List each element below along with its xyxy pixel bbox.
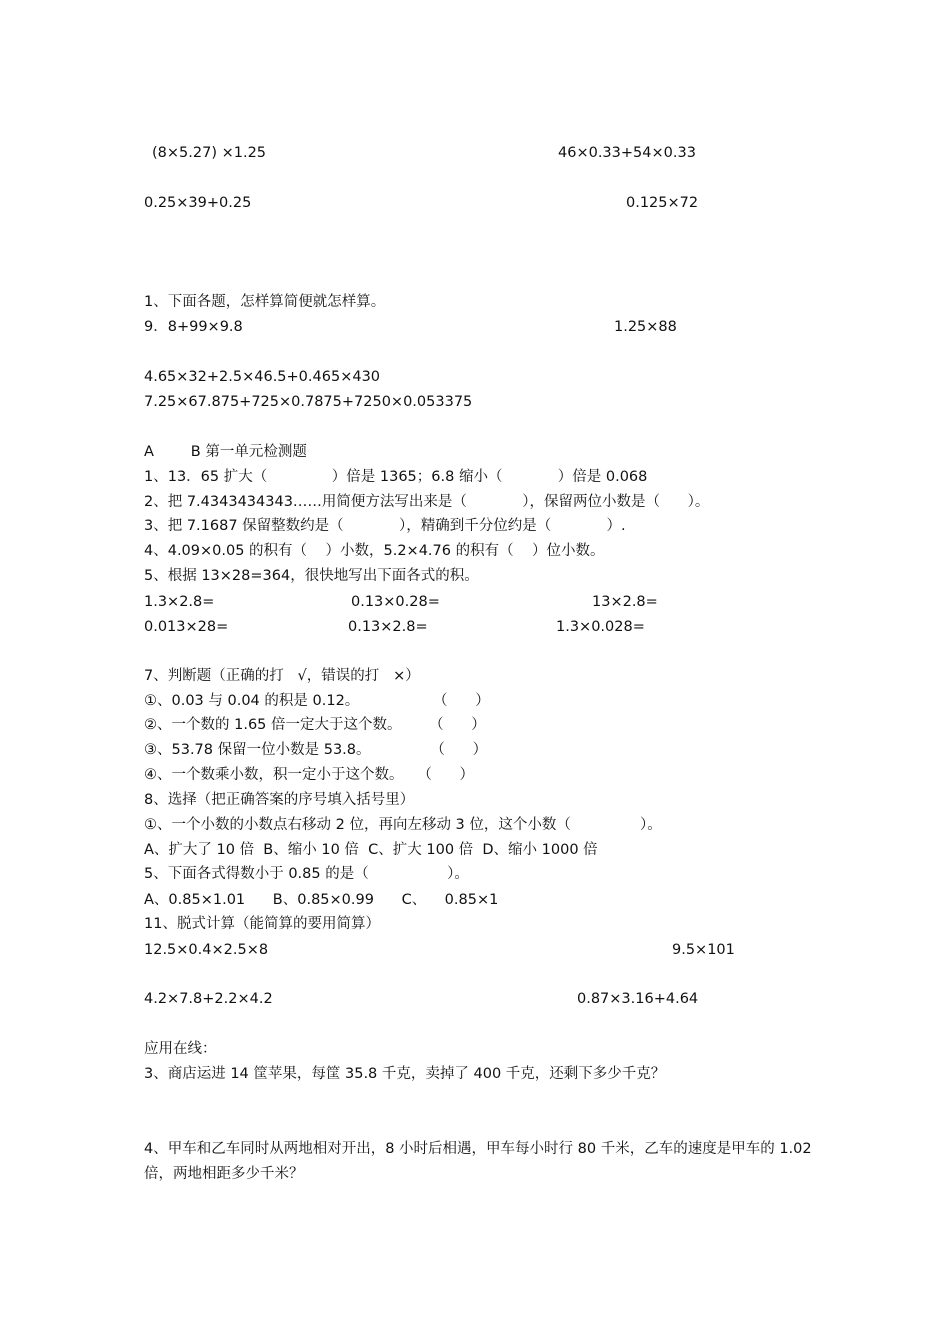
q5-row1-b: 0.13×0.28= [351,594,440,610]
test-title: A B 第一单元检测题 [144,444,307,460]
q11-a: 12.5×0.4×2.5×8 [144,942,269,958]
apply-title: 应用在线： [144,1041,217,1057]
question-7: 7、判断题（正确的打 √，错误的打 ×） [144,668,420,684]
question-3: 3、把 7.1687 保留整数约是（ ），精确到千分位约是（ ）. [144,518,626,534]
q5-row1-c: 13×2.8= [592,594,658,610]
q5-row2-b: 0.13×2.8= [348,619,428,635]
expr-4: 0.125×72 [626,195,699,211]
expr-3: 0.25×39+0.25 [144,195,252,211]
q5-row1-a: 1.3×2.8= [144,594,215,610]
expr-d: 7.25×67.875+725×0.7875+7250×0.053375 [144,394,473,410]
question-5b: 5、下面各式得数小于 0.85 的是（ ）。 [144,866,469,882]
q7-item-3: ③、53.78 保留一位小数是 53.8。 （ ） [144,742,488,758]
question-1: 1、13．65 扩大（ ）倍是 1365；6.8 缩小（ ）倍是 0.068 [144,469,648,485]
expr-2: 46×0.33+54×0.33 [558,145,696,161]
q11-b: 9.5×101 [672,942,735,958]
q5-row2-a: 0.013×28= [144,619,229,635]
question-2: 2、把 7.4343434343……用简便方法写出来是（ ），保留两位小数是（ ）。 [144,494,710,510]
expr-c: 4.65×32+2.5×46.5+0.465×430 [144,369,381,385]
q7-item-2: ②、一个数的 1.65 倍一定大于这个数。 （ ） [144,717,486,733]
question-11: 11、脱式计算（能简算的要用简算） [144,916,380,932]
question-4: 4、4.09×0.05 的积有（ ）小数，5.2×4.76 的积有（ ）位小数。 [144,543,605,559]
q11-d: 0.87×3.16+4.64 [577,991,699,1007]
q5b-options: A、0.85×1.01 B、0.85×0.99 C、 0.85×1 [144,892,499,908]
question-8: 8、选择（把正确答案的序号填入括号里） [144,792,415,808]
expr-a: 9．8+99×9.8 [144,319,243,335]
problem-4: 4、甲车和乙车同时从两地相对开出，8 小时后相遇，甲车每小时行 80 千米，乙车的速度是甲车的 1.02 倍，两地相距多少千米？ [144,1141,812,1182]
expr-1: (8×5.27) ×1.25 [152,145,267,161]
q7-item-1: ①、0.03 与 0.04 的积是 0.12。 （ ） [144,693,490,709]
q11-c: 4.2×7.8+2.2×4.2 [144,991,273,1007]
section-1-title: 1、下面各题，怎样算简便就怎样算。 [144,294,386,310]
question-5: 5、根据 13×28=364，很快地写出下面各式的积。 [144,568,479,584]
problem-3: 3、商店运进 14 筐苹果，每筐 35.8 千克，卖掉了 400 千克，还剩下多少千克？ [144,1066,666,1082]
expr-b: 1.25×88 [614,319,677,335]
q8-options: A、扩大了 10 倍 B、缩小 10 倍 C、扩大 100 倍 D、缩小 1000 倍 [144,842,598,858]
q7-item-4: ④、一个数乘小数，积一定小于这个数。 （ ） [144,767,474,783]
q8-item: ①、一个小数的小数点右移动 2 位，再向左移动 3 位，这个小数（ ）。 [144,817,662,833]
q5-row2-c: 1.3×0.028= [556,619,645,635]
